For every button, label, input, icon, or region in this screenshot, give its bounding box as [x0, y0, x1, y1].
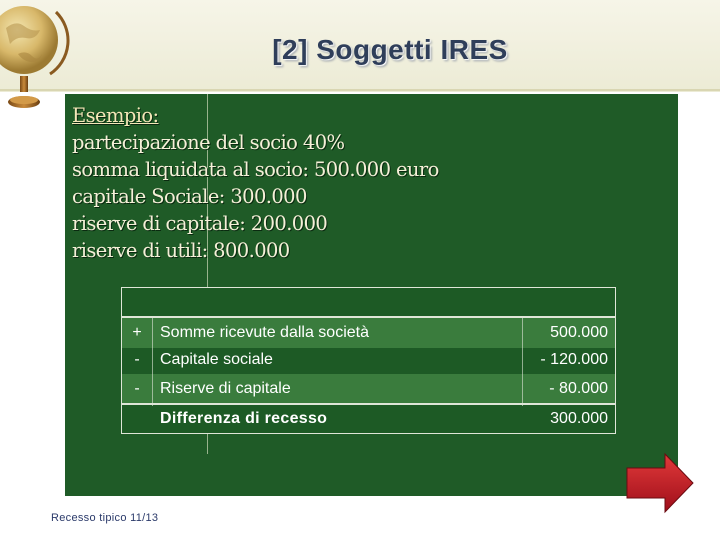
column-divider	[522, 316, 523, 406]
table-total-row	[122, 405, 615, 433]
row-label: Somme ricevute dalla società	[160, 324, 369, 341]
row-value: - 120.000	[540, 351, 608, 368]
recess-table	[121, 287, 616, 434]
example-text	[72, 102, 439, 264]
row-label: Riserve di capitale	[160, 379, 291, 397]
row-sign: -	[134, 351, 140, 368]
row-sign: +	[132, 324, 142, 341]
table-row	[122, 374, 615, 405]
table-row	[122, 316, 615, 348]
row-sign: -	[134, 379, 140, 397]
row-value: - 80.000	[549, 379, 608, 397]
example-line: riserve di utili: 800.000	[72, 239, 290, 262]
slide-title: [2] Soggetti IRES	[272, 34, 508, 65]
table-row	[122, 346, 615, 374]
row-label: Differenza di recesso	[160, 410, 328, 427]
column-divider	[152, 316, 153, 406]
row-value: 300.000	[550, 410, 608, 427]
example-line: partecipazione del socio 40%	[72, 131, 345, 154]
example-line: somma liquidata al socio: 500.000 euro	[72, 158, 439, 181]
row-label: Capitale sociale	[160, 351, 273, 368]
header-divider	[0, 89, 720, 91]
row-value: 500.000	[550, 324, 608, 341]
globe-icon	[0, 2, 70, 114]
row-sign	[122, 405, 152, 433]
example-line: capitale Sociale: 300.000	[72, 185, 307, 208]
next-arrow-icon[interactable]	[625, 452, 695, 514]
example-heading: Esempio:	[72, 104, 159, 127]
slide-footer: Recesso tipico 11/13	[51, 512, 159, 524]
example-line: riserve di capitale: 200.000	[72, 212, 328, 235]
